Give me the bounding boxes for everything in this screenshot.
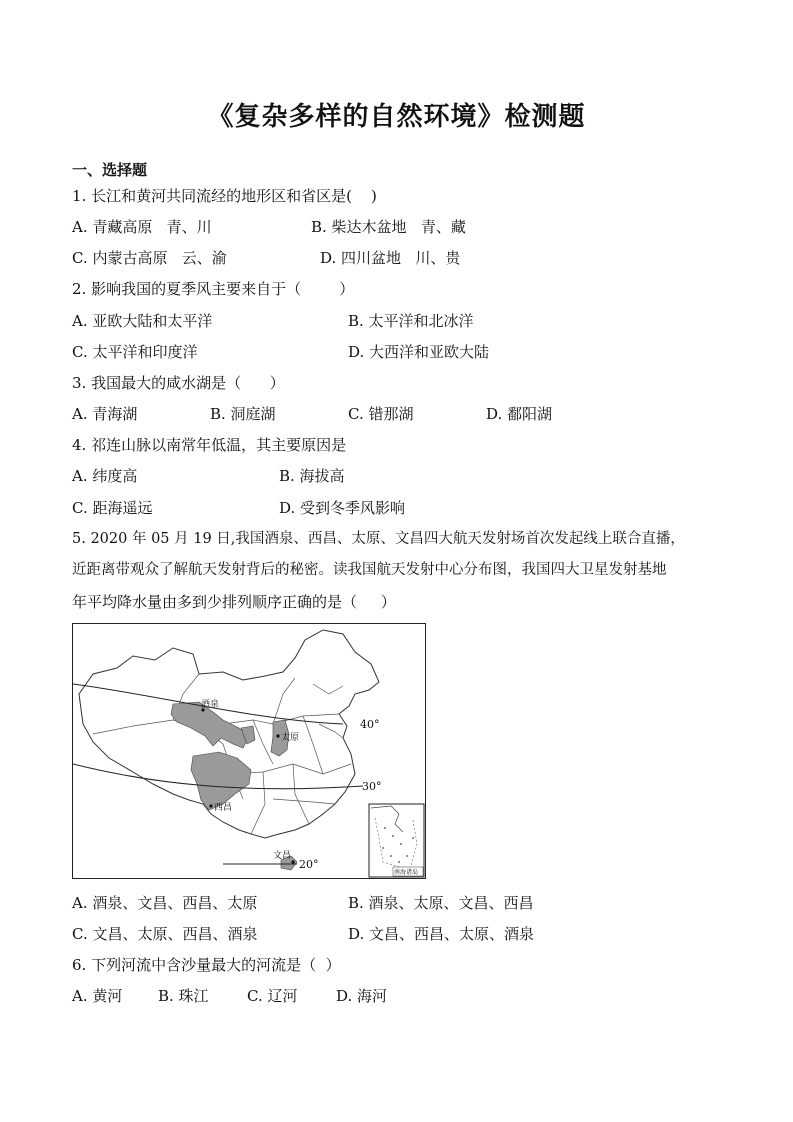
q6-option-a[interactable]: A. 黄河: [72, 987, 123, 1005]
q1-option-a[interactable]: A. 青藏高原 青、川: [72, 218, 212, 236]
question-5-stem-line-3: 年平均降水量由多到少排列顺序正确的是（ ）: [72, 593, 396, 611]
q3-option-c[interactable]: C. 错那湖: [348, 405, 414, 423]
taiyuan-marker: [276, 734, 279, 737]
q4-option-c[interactable]: C. 距海遥远: [72, 499, 153, 517]
inset-label: 南海诸岛: [394, 869, 419, 876]
q6-option-d[interactable]: D. 海河: [336, 987, 388, 1005]
xichang-label: 西昌: [214, 803, 233, 813]
q5-option-d[interactable]: D. 文昌、西昌、太原、酒泉: [348, 925, 535, 943]
q3-option-b[interactable]: B. 洞庭湖: [210, 405, 276, 423]
q2-option-a[interactable]: A. 亚欧大陆和太平洋: [72, 312, 213, 330]
q3-option-d[interactable]: D. 鄱阳湖: [486, 405, 553, 423]
q5-option-a[interactable]: A. 酒泉、文昌、西昌、太原: [72, 894, 258, 912]
lat-30-label: 30°: [362, 780, 382, 793]
jiuquan-label: 酒泉: [201, 700, 220, 710]
q2-option-d[interactable]: D. 大西洋和亚欧大陆: [348, 343, 490, 361]
wenchang-label: 文昌: [273, 851, 292, 861]
q1-option-b[interactable]: B. 柴达木盆地 青、藏: [311, 218, 466, 236]
q6-option-c[interactable]: C. 辽河: [247, 987, 298, 1005]
china-map-svg: [73, 624, 425, 878]
south-china-sea-inset: [369, 804, 424, 877]
question-5-stem-line-2: 近距离带观众了解航天发射背后的秘密。读我国航天发射中心分布图，我国四大卫星发射基地: [72, 562, 667, 578]
q5-option-b[interactable]: B. 酒泉、太原、文昌、西昌: [348, 894, 534, 912]
question-5-stem-line-1: 5. 2020 年 05 月 19 日,我国酒泉、西昌、太原、文昌四大航天发射场首次发起线上联合直播，: [72, 531, 685, 547]
q4-option-a[interactable]: A. 纬度高: [72, 467, 138, 485]
q6-option-b[interactable]: B. 珠江: [158, 987, 209, 1005]
question-2-stem: 2. 影响我国的夏季风主要来自于（ ）: [72, 280, 355, 298]
question-1-stem: 1. 长江和黄河共同流经的地形区和省区是( ): [72, 187, 377, 205]
q2-option-c[interactable]: C. 太平洋和印度洋: [72, 343, 198, 361]
q4-option-b[interactable]: B. 海拔高: [279, 467, 345, 485]
q1-option-c[interactable]: C. 内蒙古高原 云、渝: [72, 249, 227, 267]
taiyuan-label: 太原: [281, 733, 300, 743]
q2-option-b[interactable]: B. 太平洋和北冰洋: [348, 312, 474, 330]
section-heading: 一、选择题: [72, 161, 148, 179]
q5-option-c[interactable]: C. 文昌、太原、西昌、酒泉: [72, 925, 258, 943]
question-3-stem: 3. 我国最大的咸水湖是（ ）: [72, 374, 285, 392]
q3-option-a[interactable]: A. 青海湖: [72, 405, 138, 423]
q4-option-d[interactable]: D. 受到冬季风影响: [279, 499, 406, 517]
wenchang-marker: [291, 860, 294, 863]
page-title: 《复杂多样的自然环境》检测题: [207, 102, 586, 132]
q1-option-d[interactable]: D. 四川盆地 川、贵: [320, 249, 461, 267]
lat-40-label: 40°: [360, 718, 380, 731]
china-launch-site-map: [72, 623, 426, 879]
question-6-stem: 6. 下列河流中含沙量最大的河流是（ ）: [72, 956, 341, 974]
lat-20-label: 20°: [299, 858, 319, 871]
xichang-marker: [209, 804, 212, 807]
question-4-stem: 4. 祁连山脉以南常年低温，其主要原因是: [72, 436, 347, 454]
